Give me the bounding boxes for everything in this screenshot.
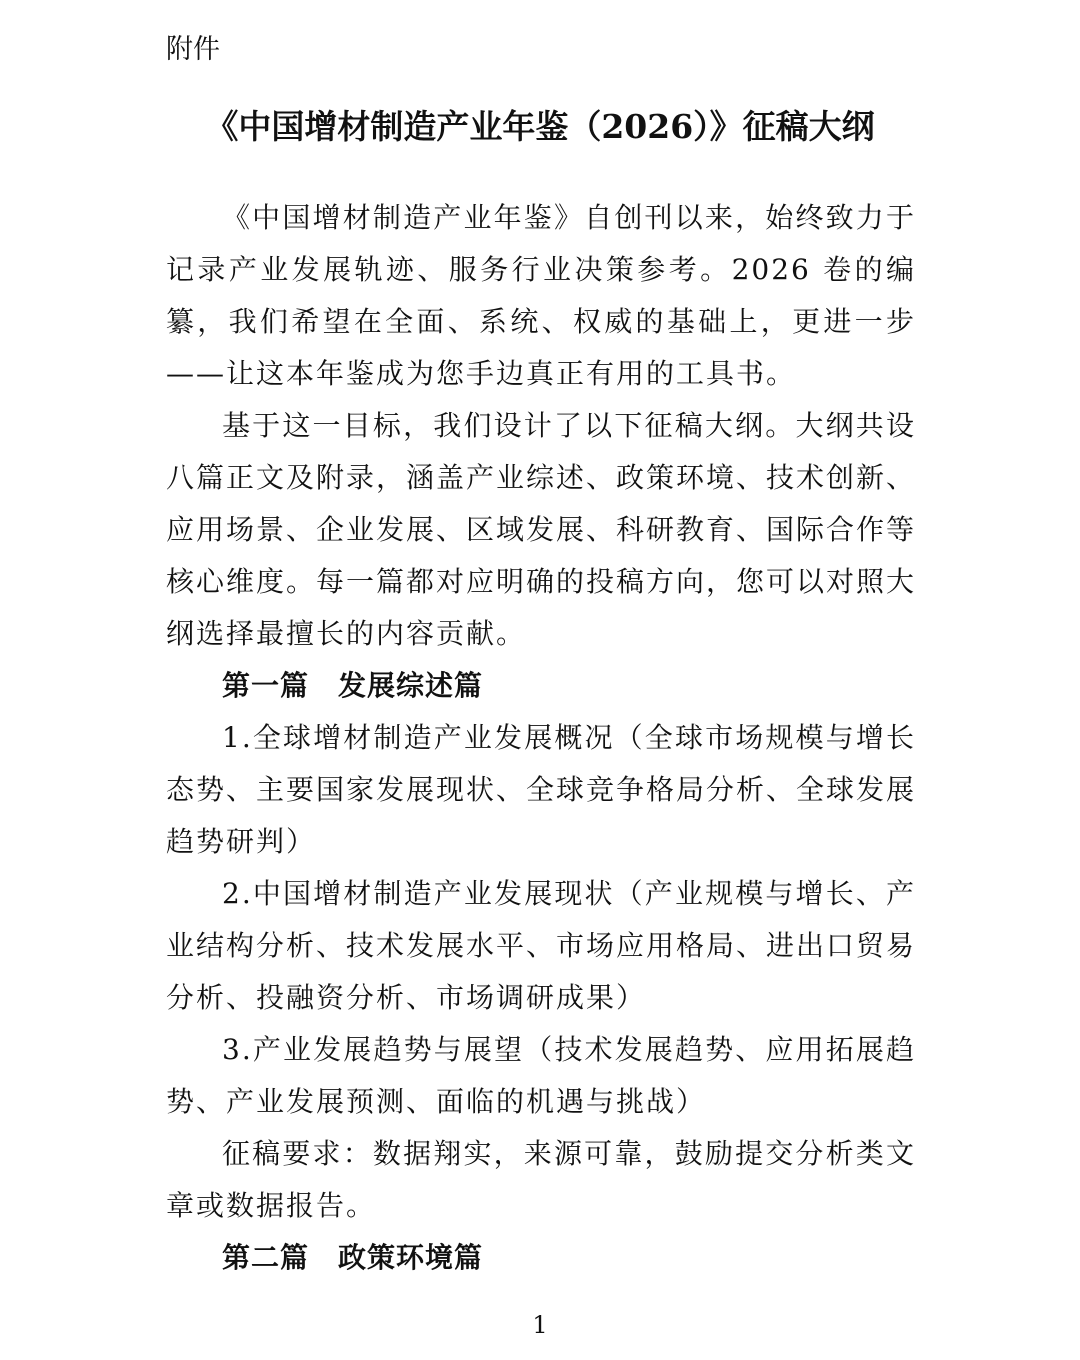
section-1-item-1: 1.全球增材制造产业发展概况（全球市场规模与增长态势、主要国家发展现状、全球竞争格局分析、全球发展趋势研判）	[166, 721, 917, 858]
section-1-item-2: 2.中国增材制造产业发展现状（产业规模与增长、产业结构分析、技术发展水平、市场应用格局、进出口贸易分析、投融资分析、市场调研成果）	[166, 877, 917, 1014]
requirement-text: 数据翔实，来源可靠，鼓励提交分析类文章或数据报告。	[166, 1137, 916, 1222]
intro-paragraph-1: 《中国增材制造产业年鉴》自创刊以来，始终致力于记录产业发展轨迹、服务行业决策参考。2026 卷的编纂，我们希望在全面、系统、权威的基础上，更进一步——让这本年鉴成为您手边真正有用的工具书。	[166, 201, 916, 390]
page-number: 1	[532, 1311, 548, 1339]
section-heading-2: 第二篇 政策环境篇	[222, 1241, 484, 1274]
requirement-label: 征稿要求：	[222, 1137, 373, 1170]
section-1-requirement	[166, 1128, 916, 1232]
section-heading-1: 第一篇 发展综述篇	[222, 669, 484, 702]
document-body	[166, 192, 916, 1284]
section-1-item-3: 3.产业发展趋势与展望（技术发展趋势、应用拓展趋势、产业发展预测、面临的机遇与挑战）	[166, 1033, 916, 1118]
attachment-label: 附件	[166, 34, 220, 65]
intro-paragraph-2: 基于这一目标，我们设计了以下征稿大纲。大纲共设八篇正文及附录，涵盖产业综述、政策环境、技术创新、应用场景、企业发展、区域发展、科研教育、国际合作等核心维度。每一篇都对应明确的投稿方向，您可以对照大纲选择最擅长的内容贡献。	[166, 409, 917, 650]
document-title: 《中国增材制造产业年鉴（2026）》征稿大纲	[205, 107, 875, 146]
